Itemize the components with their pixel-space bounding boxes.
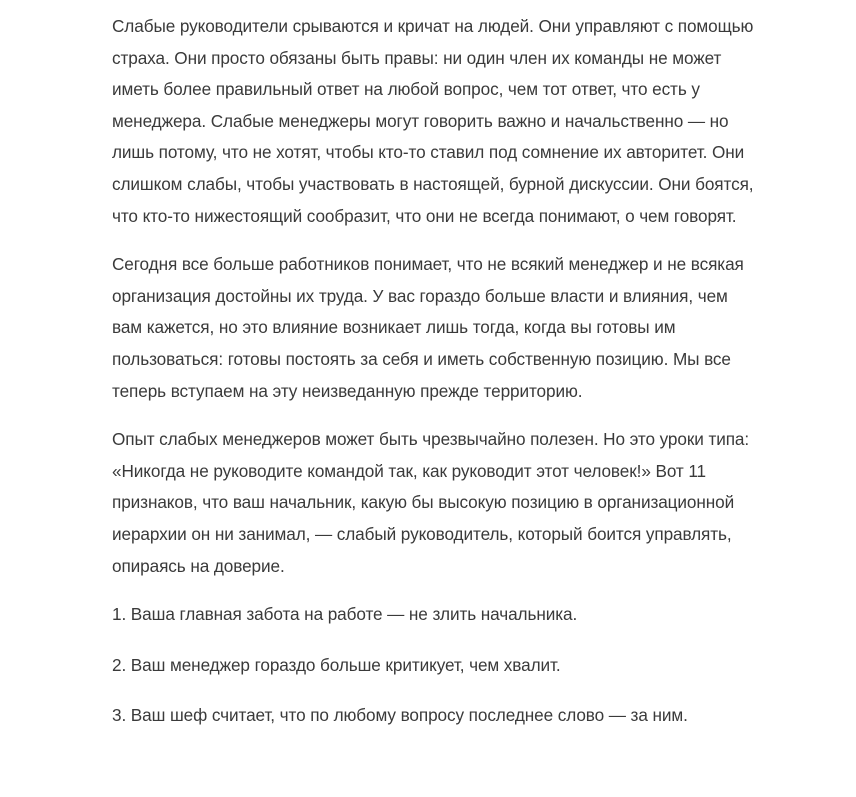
article-body	[112, 11, 762, 751]
paragraph-weak-leaders: Слабые руководители срываются и кричат на людей. Они управляют с помощью страха. Они просто обязаны быть правы: ни один член их команды не может иметь более правильный ответ на любой вопрос, чем тот ответ, что есть у менеджера. Слабые менеджеры могут говорить важно и начальственно — но лишь потому, что не хотят, чтобы кто-то ставил под сомнение их авторитет. Они слишком слабы, чтобы участвовать в настоящей, бурной дискуссии. Они боятся, что кто-то нижестоящий сообразит, что они не всегда понимают, о чем говорят.	[112, 16, 754, 226]
paragraph-workers-understand: Сегодня все больше работников понимает, что не всякий менеджер и не всякая организация достойны их труда. У вас гораздо больше власти и влияния, чем вам кажется, но это влияние возникает лишь тогда, когда вы готовы им пользоваться: готовы постоять за себя и иметь собственную позицию. Мы все теперь вступаем на эту неизведанную прежде территорию.	[112, 254, 744, 401]
list-item-3: 3. Ваш шеф считает, что по любому вопросу последнее слово — за ним.	[112, 705, 688, 726]
list-item-1: 1. Ваша главная забота на работе — не злить начальника.	[112, 604, 578, 625]
list-item-2: 2. Ваш менеджер гораздо больше критикует, чем хвалит.	[112, 654, 561, 675]
paragraph-experience: Опыт слабых менеджеров может быть чрезвычайно полезен. Но это уроки типа: «Никогда не руководите командой так, как руководит этот человек!» Вот 11 признаков, что ваш начальник, какую бы высокую позицию в организационной иерархии он ни занимал, — слабый руководитель, который боится управлять, опираясь на доверие.	[112, 429, 750, 576]
